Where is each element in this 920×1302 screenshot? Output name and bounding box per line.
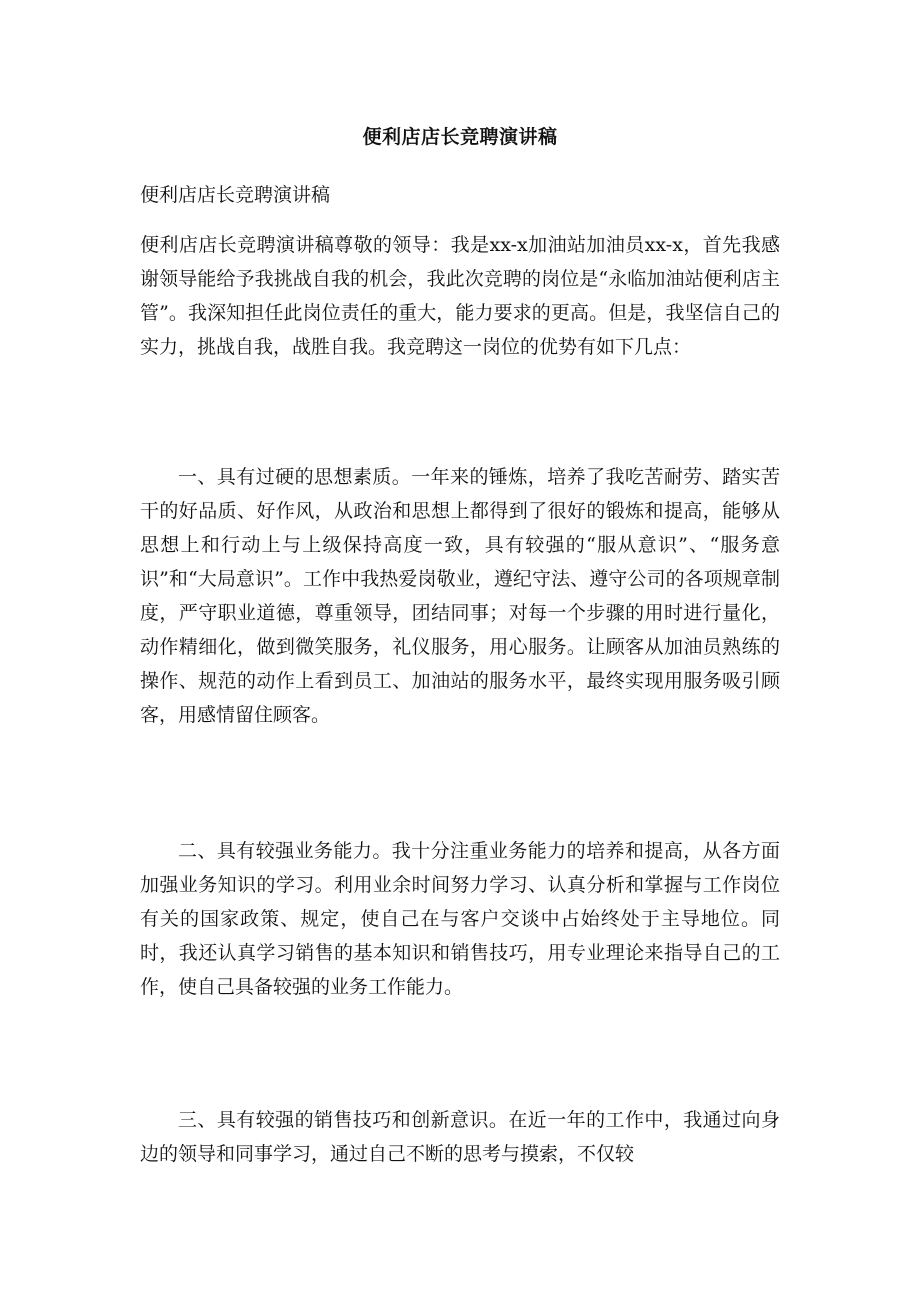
paragraph-1: 一、具有过硬的思想素质。一年来的锤炼，培养了我吃苦耐劳、踏实苦干的好品质、好作风，从政治和思想上都得到了很好的锻炼和提高，能够从思想上和行动上与上级保持高度一致，具有较强的“服从意识”、“服务意识”和“大局意识”。工作中我热爱岗敬业，遵纪守法、遵守公司的各项规章制度，严守职业道德，尊重领导，团结同事；对每一个步骤的用时进行量化，动作精细化，做到微笑服务，礼仪服务，用心服务。让顾客从加油员熟练的操作、规范的动作上看到员工、加油站的服务水平，最终实现用服务吸引顾客，用感情留住顾客。 [140, 466, 780, 726]
paragraph-intro: 便利店店长竞聘演讲稿尊敬的领导：我是xx-x加油站加油员xx-x，首先我感谢领导能给予我挑战自我的机会，我此次竞聘的岗位是“永临加油站便利店主管”。我深知担任此岗位责任的重大，能力要求的更高。但是，我坚信自己的实力，挑战自我，战胜自我。我竞聘这一岗位的优势有如下几点： [140, 234, 780, 358]
document-title: 便利店店长竞聘演讲稿 [362, 126, 558, 148]
document-subtitle: 便利店店长竞聘演讲稿 [140, 184, 331, 206]
paragraph-2: 二、具有较强业务能力。我十分注重业务能力的培养和提高，从各方面加强业务知识的学习。利用业余时间努力学习、认真分析和掌握与工作岗位有关的国家政策、规定，使自己在与客户交谈中占始终处于主导地位。同时，我还认真学习销售的基本知识和销售技巧，用专业理论来指导自己的工作，使自己具备较强的业务工作能力。 [140, 840, 780, 998]
paragraph-3: 三、具有较强的销售技巧和创新意识。在近一年的工作中，我通过向身边的领导和同事学习，通过自己不断的思考与摸索，不仅较 [140, 1109, 780, 1165]
